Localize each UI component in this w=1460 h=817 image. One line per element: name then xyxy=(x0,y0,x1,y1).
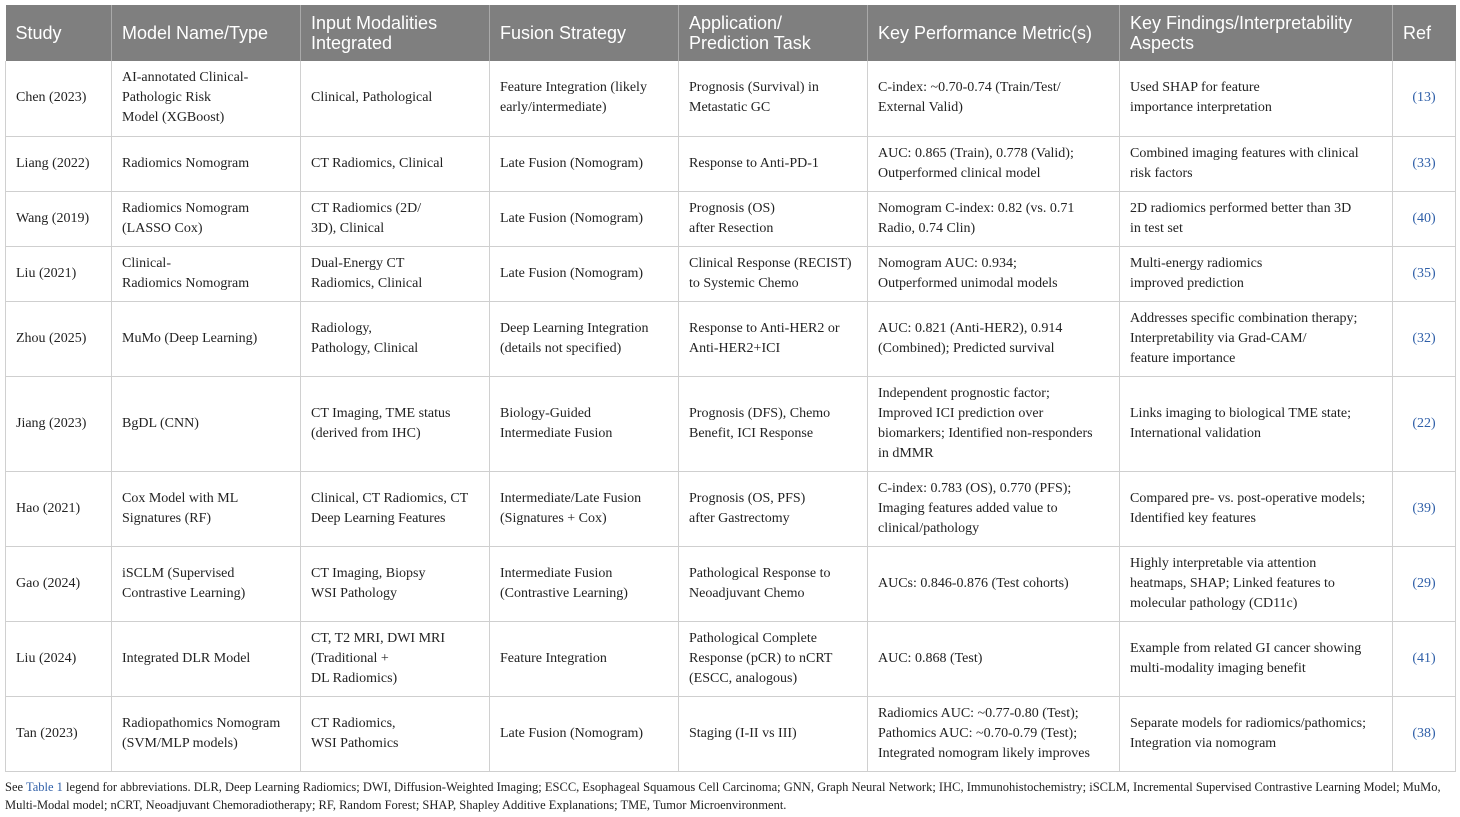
header-key-findings: Key Findings/Interpretability Aspects xyxy=(1120,5,1393,61)
modalities-cell: CT Imaging, Biopsy WSI Pathology xyxy=(301,546,490,621)
table-row xyxy=(6,376,1456,471)
metrics-cell: Nomogram C-index: 0.82 (vs. 0.71 Radio, 0.74 Clin) xyxy=(868,191,1120,246)
task-cell: Clinical Response (RECIST) to Systemic Chemo xyxy=(679,246,868,301)
model-cell: AI-annotated Clinical- Pathologic Risk Model (XGBoost) xyxy=(112,61,301,136)
header-application-task: Application/ Prediction Task xyxy=(679,5,868,61)
table-footnote xyxy=(5,778,1455,814)
study-cell: Jiang (2023) xyxy=(6,376,112,471)
table-row xyxy=(6,546,1456,621)
metrics-cell: Nomogram AUC: 0.934; Outperformed unimodal models xyxy=(868,246,1120,301)
study-cell: Zhou (2025) xyxy=(6,301,112,376)
ref-link[interactable]: (39) xyxy=(1393,471,1456,546)
ref-link[interactable]: (38) xyxy=(1393,696,1456,771)
study-cell: Wang (2019) xyxy=(6,191,112,246)
modalities-cell: Radiology, Pathology, Clinical xyxy=(301,301,490,376)
model-cell: Cox Model with ML Signatures (RF) xyxy=(112,471,301,546)
findings-cell: Links imaging to biological TME state; International validation xyxy=(1120,376,1393,471)
fusion-cell: Late Fusion (Nomogram) xyxy=(490,191,679,246)
task-cell: Prognosis (OS, PFS) after Gastrectomy xyxy=(679,471,868,546)
fusion-cell: Late Fusion (Nomogram) xyxy=(490,246,679,301)
footnote-prefix: See xyxy=(5,780,26,794)
header-performance-metrics: Key Performance Metric(s) xyxy=(868,5,1120,61)
table-row xyxy=(6,621,1456,696)
metrics-cell: C-index: ~0.70-0.74 (Train/Test/ External Valid) xyxy=(868,61,1120,136)
study-cell: Gao (2024) xyxy=(6,546,112,621)
table-row xyxy=(6,61,1456,136)
modalities-cell: CT Radiomics (2D/ 3D), Clinical xyxy=(301,191,490,246)
findings-cell: Multi-energy radiomics improved prediction xyxy=(1120,246,1393,301)
fusion-cell: Late Fusion (Nomogram) xyxy=(490,696,679,771)
table-row xyxy=(6,301,1456,376)
task-cell: Response to Anti-PD-1 xyxy=(679,136,868,191)
ref-link[interactable]: (29) xyxy=(1393,546,1456,621)
findings-cell: Compared pre- vs. post-operative models; Identified key features xyxy=(1120,471,1393,546)
table-row xyxy=(6,246,1456,301)
study-cell: Tan (2023) xyxy=(6,696,112,771)
task-cell: Pathological Complete Response (pCR) to nCRT (ESCC, analogous) xyxy=(679,621,868,696)
header-ref: Ref xyxy=(1393,5,1456,61)
modalities-cell: CT Radiomics, Clinical xyxy=(301,136,490,191)
task-cell: Prognosis (Survival) in Metastatic GC xyxy=(679,61,868,136)
fusion-cell: Biology-Guided Intermediate Fusion xyxy=(490,376,679,471)
table-row xyxy=(6,471,1456,546)
model-cell: MuMo (Deep Learning) xyxy=(112,301,301,376)
model-cell: Radiopathomics Nomogram (SVM/MLP models) xyxy=(112,696,301,771)
findings-cell: Example from related GI cancer showing multi-modality imaging benefit xyxy=(1120,621,1393,696)
table-body xyxy=(6,61,1456,771)
table-row xyxy=(6,191,1456,246)
modalities-cell: Clinical, CT Radiomics, CT Deep Learning Features xyxy=(301,471,490,546)
task-cell: Prognosis (DFS), Chemo Benefit, ICI Response xyxy=(679,376,868,471)
metrics-cell: AUC: 0.821 (Anti-HER2), 0.914 (Combined); Predicted survival xyxy=(868,301,1120,376)
footnote-text: legend for abbreviations. DLR, Deep Learning Radiomics; DWI, Diffusion-Weighted Imaging; ESCC, Esophageal Squamous Cell Carcinoma; GNN, Graph Neural Network; IHC, Immunohistochemistry; iSCLM, Incremental Supervised Contrastive Learning Model; MuMo, Multi-Modal model; nCRT, Neoadjuvant Chemoradiotherapy; RF, Random Forest; SHAP, Shapley Additive Explanations; TME, Tumor Microenvironment. xyxy=(5,780,1441,812)
modalities-cell: Clinical, Pathological xyxy=(301,61,490,136)
metrics-cell: AUC: 0.868 (Test) xyxy=(868,621,1120,696)
model-cell: Integrated DLR Model xyxy=(112,621,301,696)
modalities-cell: CT, T2 MRI, DWI MRI (Traditional + DL Radiomics) xyxy=(301,621,490,696)
ref-link[interactable]: (35) xyxy=(1393,246,1456,301)
ref-link[interactable]: (32) xyxy=(1393,301,1456,376)
header-study: Study xyxy=(6,5,112,61)
task-cell: Pathological Response to Neoadjuvant Chemo xyxy=(679,546,868,621)
task-cell: Staging (I-II vs III) xyxy=(679,696,868,771)
findings-cell: Used SHAP for feature importance interpretation xyxy=(1120,61,1393,136)
fusion-cell: Feature Integration xyxy=(490,621,679,696)
fusion-cell: Feature Integration (likely early/intermediate) xyxy=(490,61,679,136)
modalities-cell: Dual-Energy CT Radiomics, Clinical xyxy=(301,246,490,301)
ref-link[interactable]: (22) xyxy=(1393,376,1456,471)
header-model-name-type: Model Name/Type xyxy=(112,5,301,61)
table-container xyxy=(5,5,1455,772)
metrics-cell: AUC: 0.865 (Train), 0.778 (Valid); Outperformed clinical model xyxy=(868,136,1120,191)
study-cell: Liu (2024) xyxy=(6,621,112,696)
table-row xyxy=(6,136,1456,191)
task-cell: Prognosis (OS) after Resection xyxy=(679,191,868,246)
table-1-link[interactable]: Table 1 xyxy=(25,780,63,794)
metrics-cell: Radiomics AUC: ~0.77-0.80 (Test); Pathomics AUC: ~0.70-0.79 (Test); Integrated nomogram likely improves xyxy=(868,696,1120,771)
fusion-cell: Deep Learning Integration (details not specified) xyxy=(490,301,679,376)
model-cell: Radiomics Nomogram (LASSO Cox) xyxy=(112,191,301,246)
study-cell: Liu (2021) xyxy=(6,246,112,301)
fusion-cell: Late Fusion (Nomogram) xyxy=(490,136,679,191)
findings-cell: Separate models for radiomics/pathomics; Integration via nomogram xyxy=(1120,696,1393,771)
model-cell: BgDL (CNN) xyxy=(112,376,301,471)
fusion-cell: Intermediate Fusion (Contrastive Learning) xyxy=(490,546,679,621)
study-cell: Liang (2022) xyxy=(6,136,112,191)
fusion-cell: Intermediate/Late Fusion (Signatures + Cox) xyxy=(490,471,679,546)
ref-link[interactable]: (40) xyxy=(1393,191,1456,246)
findings-cell: Combined imaging features with clinical risk factors xyxy=(1120,136,1393,191)
model-cell: Clinical- Radiomics Nomogram xyxy=(112,246,301,301)
studies-table xyxy=(5,5,1456,772)
ref-link[interactable]: (13) xyxy=(1393,61,1456,136)
modalities-cell: CT Radiomics, WSI Pathomics xyxy=(301,696,490,771)
study-cell: Chen (2023) xyxy=(6,61,112,136)
findings-cell: Addresses specific combination therapy; Interpretability via Grad-CAM/ feature importance xyxy=(1120,301,1393,376)
metrics-cell: C-index: 0.783 (OS), 0.770 (PFS); Imaging features added value to clinical/pathology xyxy=(868,471,1120,546)
ref-link[interactable]: (41) xyxy=(1393,621,1456,696)
metrics-cell: AUCs: 0.846-0.876 (Test cohorts) xyxy=(868,546,1120,621)
findings-cell: 2D radiomics performed better than 3D in test set xyxy=(1120,191,1393,246)
findings-cell: Highly interpretable via attention heatmaps, SHAP; Linked features to molecular pathology (CD11c) xyxy=(1120,546,1393,621)
task-cell: Response to Anti-HER2 or Anti-HER2+ICI xyxy=(679,301,868,376)
model-cell: Radiomics Nomogram xyxy=(112,136,301,191)
model-cell: iSCLM (Supervised Contrastive Learning) xyxy=(112,546,301,621)
ref-link[interactable]: (33) xyxy=(1393,136,1456,191)
header-row xyxy=(6,5,1456,61)
table-row xyxy=(6,696,1456,771)
metrics-cell: Independent prognostic factor; Improved ICI prediction over biomarkers; Identified non-responders in dMMR xyxy=(868,376,1120,471)
header-fusion-strategy: Fusion Strategy xyxy=(490,5,679,61)
header-input-modalities: Input Modalities Integrated xyxy=(301,5,490,61)
modalities-cell: CT Imaging, TME status (derived from IHC) xyxy=(301,376,490,471)
study-cell: Hao (2021) xyxy=(6,471,112,546)
